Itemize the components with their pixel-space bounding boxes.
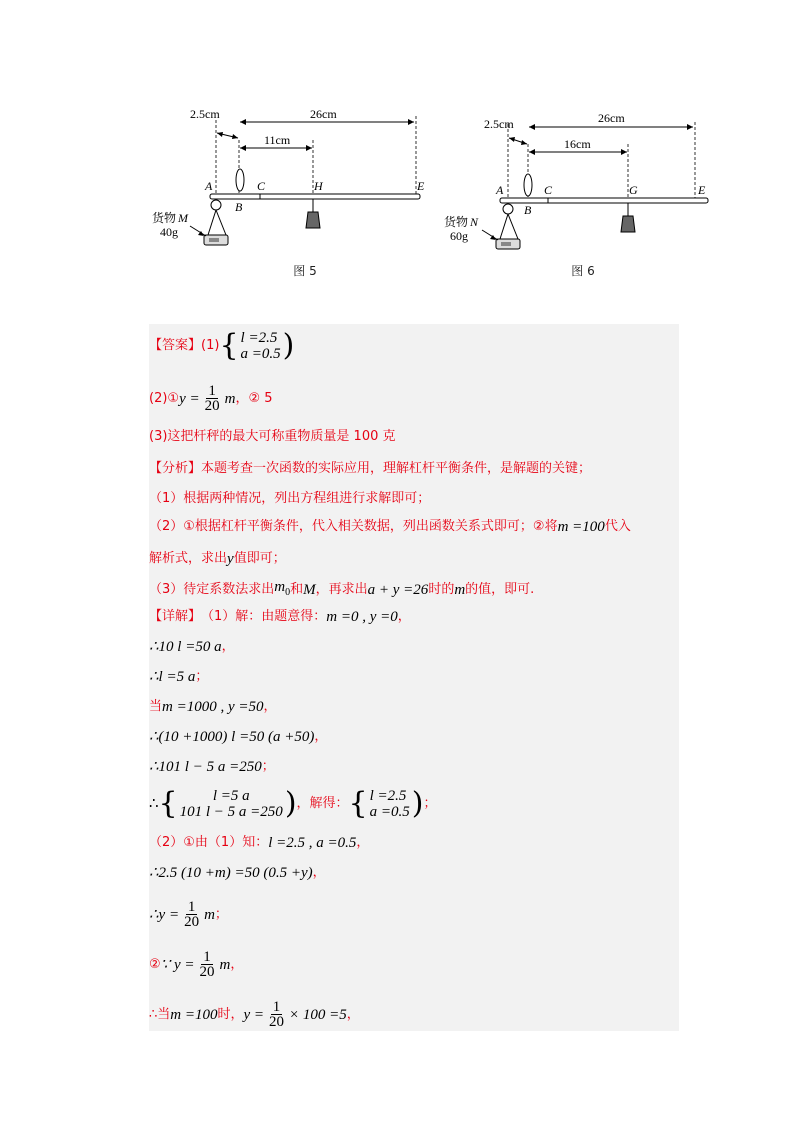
detail-step: ∴(10 +1000) l =50 (a +50) ，	[149, 729, 328, 745]
fraction: $\frac{1}{20}$	[199, 949, 215, 980]
cargo-mass: 60g	[450, 229, 468, 243]
steelyard-diagram-6	[438, 100, 728, 280]
point-label: G	[629, 183, 638, 197]
cargo-label: 货物	[444, 215, 469, 229]
cargo-mass: 40g	[160, 225, 178, 239]
detail-step: ∴l =5 a ；	[149, 669, 209, 685]
analysis-point-3: （3）待定系数法求出 $m_0$ 和 M ，再求出 a + y =26 时的 m 的值，即可.	[149, 579, 535, 598]
answer-2-prefix: (2)①	[149, 390, 180, 406]
figure-caption: 图 5	[293, 264, 317, 278]
system-row: l =2.5	[240, 330, 278, 346]
detail-system-step: ∴ { l =5 a 101 l − 5 a =250 ) ，解得： { l =2.5 a =0.5 ) ；	[149, 786, 437, 821]
answer-2-tail: ，② 5	[235, 390, 273, 406]
fraction: $\frac{1}{20}$	[269, 999, 285, 1030]
solution-system: { l =2.5 a =0.5 )	[348, 786, 424, 821]
point-label: H	[314, 179, 323, 193]
dim-mid-label: 11cm	[264, 133, 291, 147]
answer-2-m: m	[224, 390, 236, 407]
answer-2-y: y =	[179, 390, 200, 407]
analysis-point-2: （2）①根据杠杆平衡条件，代入相关数据，列出函数关系式即可；②将 m =100 代入	[149, 519, 631, 535]
detail-step: ∴101 l − 5 a =250 ；	[149, 759, 275, 775]
analysis-point-2-cont: 解析式，求出 y 值即可；	[149, 551, 286, 567]
detail-line-1: 【详解】 （1）解：由题意得： m =0 , y =0 ，	[149, 609, 411, 625]
figure-5	[152, 100, 450, 280]
answer-line-1	[149, 330, 294, 362]
point-label: A	[496, 183, 504, 197]
analysis-text: 本题考查一次函数的实际应用，理解杠杆平衡条件，是解题的关键；	[201, 461, 592, 476]
fraction: $\frac{1}{20}$	[204, 383, 220, 414]
answer-line-3: (3)这把杆秤的最大可称重物质量是 100 克	[149, 429, 396, 444]
cargo-label: 货物	[152, 211, 177, 225]
part2-step: ∴2.5 (10 +m) =50 (0.5 +y) ，	[149, 865, 326, 881]
dim-total-label: 26cm	[598, 111, 625, 125]
dim-total-label: 26cm	[310, 107, 337, 121]
analysis-tag: 【分析】	[149, 461, 202, 476]
point-label: E	[417, 179, 425, 193]
part2-step: ② ∵ y = $\frac{1}{20}$ m ，	[149, 949, 244, 980]
part2-line-1: （2）①由（1）知： l =2.5 , a =0.5 ，	[149, 835, 370, 851]
part2-step: ∴y = $\frac{1}{20}$ m ；	[149, 899, 228, 930]
point-label: B	[524, 203, 532, 217]
steelyard-diagram-5	[152, 100, 450, 280]
cargo-var: N	[470, 215, 479, 229]
dim-small-label: 2.5cm	[484, 117, 514, 131]
cargo-var: M	[178, 211, 188, 225]
answer-1-prefix: (1)	[201, 338, 220, 353]
analysis-point-1: （1）根据两种情况，列出方程组进行求解即可；	[149, 491, 431, 506]
analysis-line	[149, 460, 591, 478]
point-label: C	[257, 179, 266, 193]
figure-caption: 图 6	[571, 264, 595, 278]
dim-small-label: 2.5cm	[190, 107, 220, 121]
solution-panel	[149, 324, 679, 1031]
equation-system: { l =5 a 101 l − 5 a =250 )	[158, 786, 297, 821]
point-label: C	[544, 183, 553, 197]
point-label: E	[698, 183, 706, 197]
dim-mid-label: 16cm	[564, 137, 591, 151]
system-row: a =0.5	[240, 346, 281, 362]
point-label: A	[205, 179, 213, 193]
detail-tag: 【详解】	[149, 609, 202, 624]
detail-step: ∴10 l =50 a ，	[149, 639, 235, 655]
fraction: $\frac{1}{20}$	[184, 899, 200, 930]
detail-step: 当 m =1000 , y =50 ，	[149, 699, 277, 715]
part2-final-step: ∴当 m =100 时， y = $\frac{1}{20}$ × 100 =5 ，	[149, 999, 360, 1030]
figure-6	[438, 100, 728, 280]
point-label: B	[235, 200, 243, 214]
answer-line-2	[149, 384, 273, 413]
answer-tag: 【答案】	[149, 338, 202, 353]
answer-1-system: { l =2.5 a =0.5 )	[219, 328, 295, 363]
